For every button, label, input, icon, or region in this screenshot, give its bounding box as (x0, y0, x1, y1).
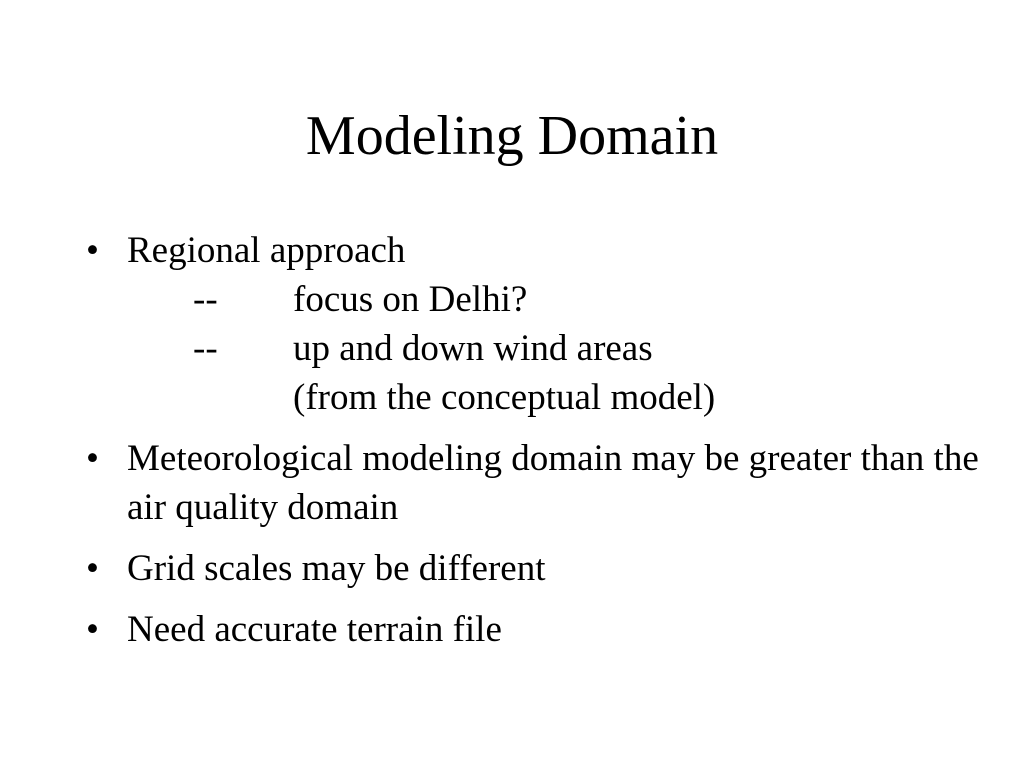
bullet-text: Grid scales may be different (127, 548, 546, 589)
sub-item-text: focus on Delhi? (293, 279, 528, 320)
slide-title: Modeling Domain (305, 105, 719, 167)
bullet-list (86, 226, 986, 654)
bullet-dot-icon: • (86, 609, 99, 650)
bullet-item (86, 605, 986, 654)
bullet-text: Meteorological modeling domain may be greater than the air quality domain (127, 438, 979, 528)
sub-item-dash: -- (193, 279, 218, 320)
bullet-dot-icon: • (86, 548, 99, 589)
bullet-item (86, 544, 986, 593)
bullet-item (86, 226, 986, 422)
sub-item-continuation (127, 373, 986, 422)
sub-item (127, 324, 986, 373)
bullet-dot-icon: • (86, 438, 99, 479)
sub-item-text: up and down wind areas (293, 328, 653, 369)
bullet-text: Need accurate terrain file (127, 609, 502, 650)
bullet-text: Regional approach (127, 230, 406, 271)
sub-item-dash: -- (193, 328, 218, 369)
sub-item-continuation-text: (from the conceptual model) (293, 377, 716, 418)
bullet-item (86, 434, 986, 532)
bullet-dot-icon: • (86, 230, 99, 271)
sub-item (127, 275, 986, 324)
